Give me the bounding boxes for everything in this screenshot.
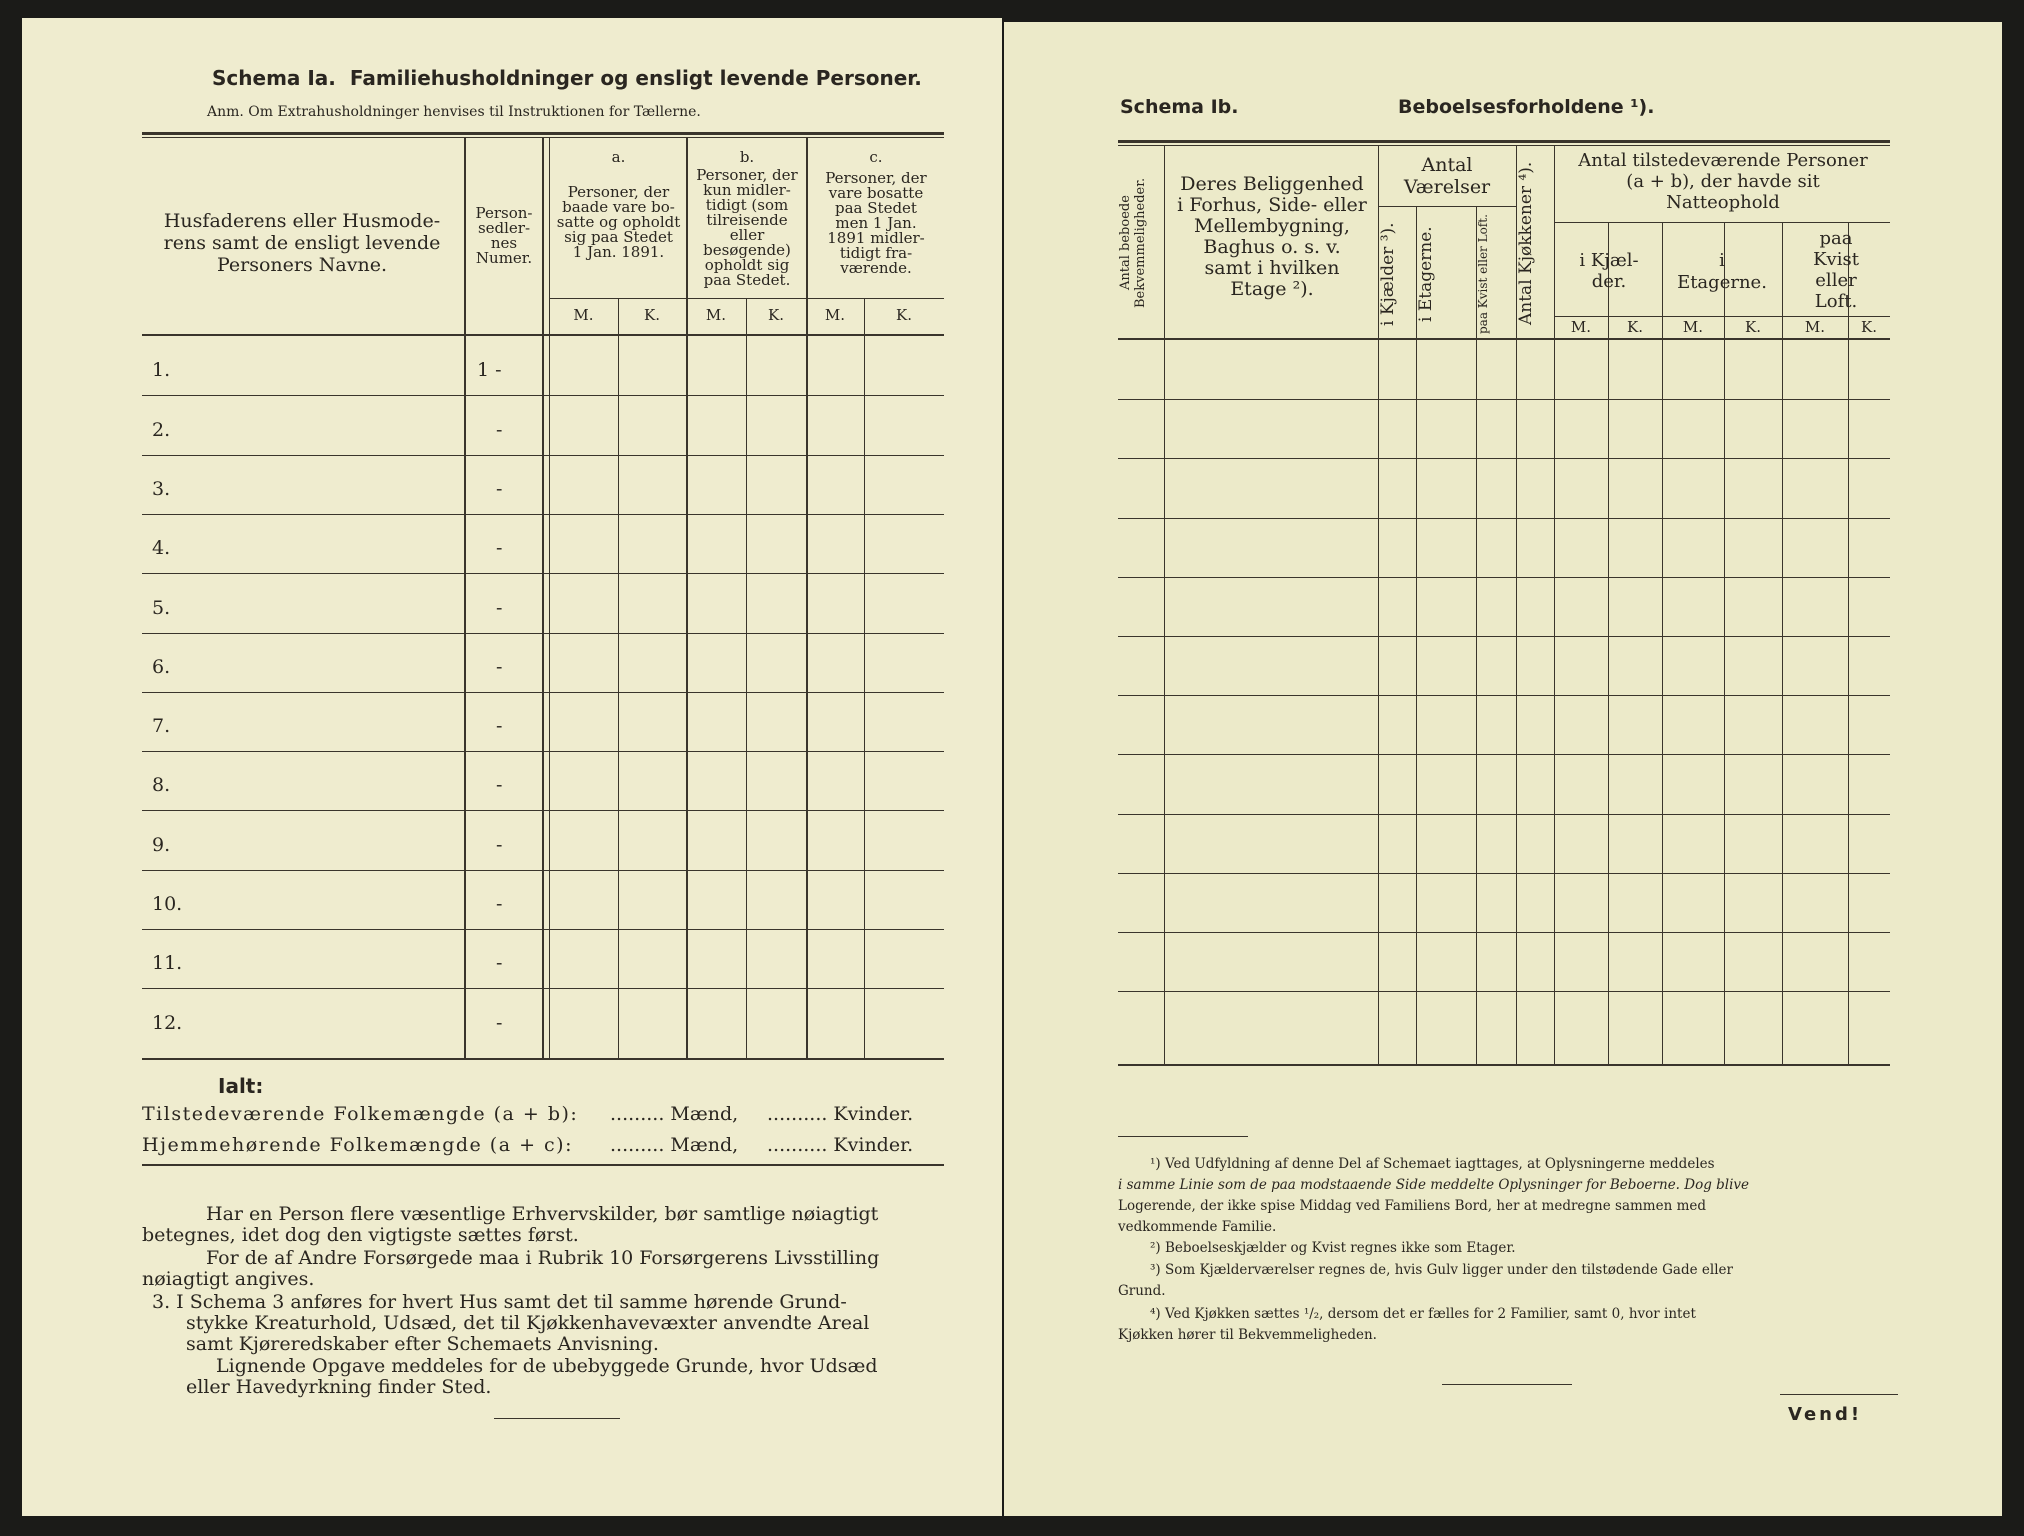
table-row-line bbox=[1118, 873, 1890, 874]
col-header-names: Husfaderens eller Husmode- rens samt de ensligt levende Personers Navne. bbox=[163, 210, 441, 276]
row-personsedler-value: - bbox=[496, 656, 503, 678]
table-row-line bbox=[142, 870, 944, 871]
total-present-women: .......... Kvinder. bbox=[767, 1103, 914, 1125]
col-c-k: K. bbox=[896, 306, 912, 324]
kvist-m: M. bbox=[1804, 318, 1826, 336]
row-personsedler-value: - bbox=[496, 597, 503, 619]
table-row-line bbox=[1118, 518, 1890, 519]
col-b-m: M. bbox=[705, 306, 727, 324]
table-row-line bbox=[1118, 577, 1890, 578]
col-a-m: M. bbox=[573, 306, 594, 324]
table-row-line bbox=[142, 929, 944, 930]
col-header-vaer-kvist: paa Kvist eller Loft. bbox=[1476, 214, 1490, 334]
total-resident-women: .......... Kvinder. bbox=[767, 1134, 914, 1156]
total-present-men: ......... Mænd, bbox=[610, 1103, 739, 1125]
col-header-bekvemmeligheder: Antal beboede Bekvemmeligheder. bbox=[1118, 177, 1148, 309]
table-row-line bbox=[1118, 636, 1890, 637]
table-row-line bbox=[1118, 458, 1890, 459]
left-page bbox=[22, 18, 1002, 1516]
col-header-beliggenhed: Deres Beliggenhed i Forhus, Side- eller Mellembygning, Baghus o. s. v. samt i hvilken Etage ²). bbox=[1177, 173, 1367, 300]
kjaelder-k: K. bbox=[1627, 318, 1643, 336]
row-number: 5. bbox=[152, 597, 171, 619]
row-number: 7. bbox=[152, 715, 171, 737]
footnote-1: ¹) Ved Udfyldning af denne Del af Schemaet iagttages, at Oplysningerne meddeles i samme Linie som de paa modstaaende Side meddelte Oplysninger for Beboerne. Dog blive Logerende, der ikke spise Middag ved Familiens Bord, her at medregne sammen med vedkommende Familie. bbox=[1118, 1156, 1750, 1235]
anm-note: Anm. Om Extrahusholdninger henvises til Instruktionen for Tællerne. bbox=[207, 104, 701, 120]
instruction-para-2: For de af Andre Forsørgede maa i Rubrik 10 Forsørgerens Livsstilling nøiagtigt angives. bbox=[142, 1247, 880, 1290]
sub-header-etagerne: i Etagerne. bbox=[1677, 250, 1767, 293]
row-personsedler-value: - bbox=[496, 834, 503, 856]
row-personsedler-value: - bbox=[496, 1012, 503, 1034]
row-number: 11. bbox=[152, 952, 183, 974]
col-header-c: c. Personer, der vare bosatte paa Stedet men 1 Jan. 1891 midler- tidigt fra- værende. bbox=[825, 148, 927, 277]
col-header-b: b. Personer, der kun midler- tidigt (som tilreisende eller besøgende) opholdt sig paa Stedet. bbox=[696, 148, 798, 289]
kvist-k: K. bbox=[1861, 318, 1877, 336]
row-number: 4. bbox=[152, 537, 171, 559]
row-personsedler-value: - bbox=[496, 715, 503, 737]
row-number: 1. bbox=[152, 359, 171, 381]
row-personsedler-value: 1 - bbox=[477, 359, 502, 381]
footnote-3: ³) Som Kjælderværelser regnes de, hvis Gulv ligger under den tilstødende Gade eller Grund. bbox=[1118, 1262, 1733, 1299]
col-header-vaer-etagerne: i Etagerne. bbox=[1416, 226, 1436, 322]
table-row-line bbox=[1118, 932, 1890, 933]
footnote-2: ²) Beboelseskjælder og Kvist regnes ikke som Etager. bbox=[1150, 1240, 1516, 1256]
table-row-line bbox=[1118, 399, 1890, 400]
row-personsedler-value: - bbox=[496, 478, 503, 500]
table-row-line bbox=[1118, 991, 1890, 992]
col-sep-names bbox=[464, 138, 466, 1058]
row-personsedler-value: - bbox=[496, 952, 503, 974]
footnote-4: ⁴) Ved Kjøkken sættes ¹/₂, dersom det er fælles for 2 Familier, samt 0, hvor intet Kjøkken hører til Bekvemmeligheden. bbox=[1118, 1306, 1696, 1343]
total-resident-label: Hjemmehørende Folkemængde (a + c): bbox=[142, 1134, 573, 1156]
instruction-para-4: Lignende Opgave meddeles for de ubebyggede Grunde, hvor Udsæd eller Havedyrkning finder Sted. bbox=[186, 1355, 878, 1398]
schema-1b-prefix: Schema Ib. bbox=[1120, 96, 1239, 118]
row-personsedler-value: - bbox=[496, 537, 503, 559]
col-header-vaer-kjaelder: i Kjælder ³). bbox=[1378, 222, 1398, 326]
table-row-line bbox=[142, 810, 944, 811]
row-number: 6. bbox=[152, 656, 171, 678]
kjaelder-m: M. bbox=[1570, 318, 1592, 336]
total-resident-men: ......... Mænd, bbox=[610, 1134, 739, 1156]
sub-header-kvist: paa Kvist eller Loft. bbox=[1813, 228, 1859, 312]
table-row-line bbox=[142, 573, 944, 574]
table-row-line bbox=[142, 751, 944, 752]
instruction-para-3: 3. I Schema 3 anføres for hvert Hus samt det til samme hørende Grund- stykke Kreaturhold, Udsæd, det til Kjøkkenhavevæxter anvendte Areal samt Kjøreredskaber efter Schemaets Anvisning. bbox=[152, 1291, 870, 1355]
row-number: 10. bbox=[152, 893, 183, 915]
col-header-kjokkener: Antal Kjøkkener ⁴). bbox=[1516, 161, 1536, 325]
table-row-line bbox=[1118, 814, 1890, 815]
table-row-line bbox=[142, 395, 944, 396]
row-number: 12. bbox=[152, 1012, 183, 1034]
etagerne-m: M. bbox=[1682, 318, 1704, 336]
col-header-personer: Antal tilstedeværende Personer (a + b), der havde sit Natteophold bbox=[1578, 150, 1868, 213]
ialt-label: Ialt: bbox=[218, 1074, 264, 1098]
table-row-line bbox=[1118, 754, 1890, 755]
table-row-line bbox=[142, 455, 944, 456]
table-row-line bbox=[142, 514, 944, 515]
row-number: 2. bbox=[152, 419, 171, 441]
sub-header-kjaelder: i Kjæl- der. bbox=[1579, 250, 1639, 292]
table-row-line bbox=[142, 692, 944, 693]
col-sep-num bbox=[542, 138, 544, 1058]
schema-1a-title: Schema Ia. Familiehusholdninger og ensligt levende Personer. bbox=[212, 66, 922, 90]
table-row-line bbox=[1118, 695, 1890, 696]
right-page bbox=[1004, 22, 2002, 1516]
row-number: 3. bbox=[152, 478, 171, 500]
row-number: 8. bbox=[152, 774, 171, 796]
col-header-a: a. Personer, der baade vare bo- satte og opholdt sig paa Stedet 1 Jan. 1891. bbox=[556, 148, 681, 261]
etagerne-k: K. bbox=[1745, 318, 1761, 336]
col-b-k: K. bbox=[768, 306, 784, 324]
col-a-k: K. bbox=[644, 306, 660, 324]
schema-1b-title: Beboelsesforholdene ¹). bbox=[1398, 96, 1655, 118]
row-personsedler-value: - bbox=[496, 893, 503, 915]
vend-label: Vend! bbox=[1788, 1404, 1863, 1425]
row-personsedler-value: - bbox=[496, 419, 503, 441]
instruction-para-1: Har en Person flere væsentlige Erhvervskilder, bør samtlige nøiagtigt betegnes, idet dog den vigtigste sættes først. bbox=[142, 1203, 879, 1246]
col-c-m: M. bbox=[824, 306, 846, 324]
table-row-line bbox=[142, 633, 944, 634]
table-row-line bbox=[142, 988, 944, 989]
col-header-vaerelser: Antal Værelser bbox=[1403, 154, 1491, 198]
total-present-label: Tilstedeværende Folkemængde (a + b): bbox=[142, 1103, 579, 1125]
col-header-personsedler: Person- sedler- nes Numer. bbox=[475, 204, 533, 267]
row-personsedler-value: - bbox=[496, 774, 503, 796]
row-number: 9. bbox=[152, 834, 171, 856]
